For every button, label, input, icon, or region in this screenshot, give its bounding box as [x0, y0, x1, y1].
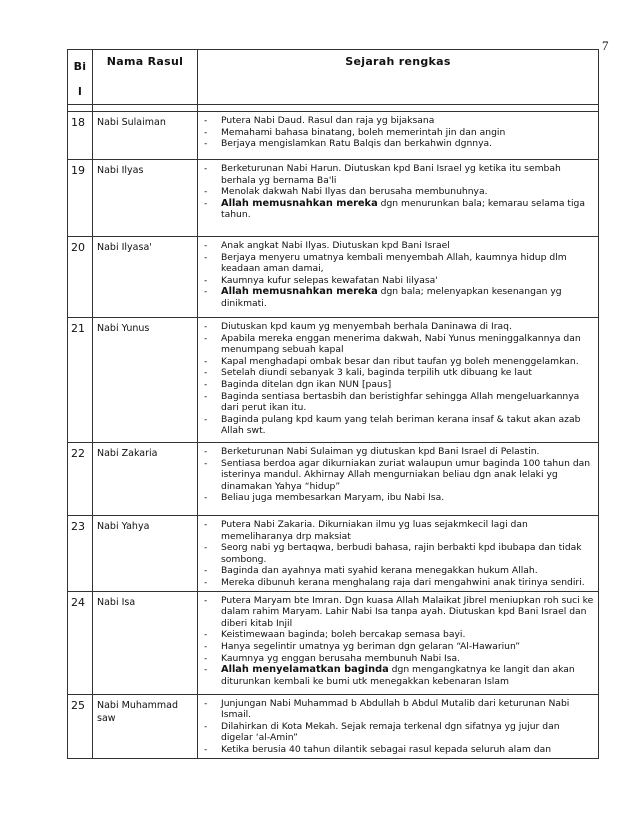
header-spacer-row — [68, 105, 599, 112]
rasul-name: Nabi Muhammad saw — [93, 694, 198, 758]
rasul-name: Nabi Ilyasa' — [93, 237, 198, 318]
history-item — [198, 138, 594, 150]
history-text: Berketurunan Nabi Harun. Diutuskan kpd Bani Israel yg ketika itu sembah berhala yg bernama Ba'li — [221, 163, 561, 186]
history-cell — [198, 318, 599, 443]
history-item — [198, 391, 594, 414]
history-list — [198, 163, 594, 221]
history-text: Setelah diundi sebanyak 3 kali, baginda terpilih utk dibuang ke laut — [221, 367, 532, 379]
history-item — [198, 163, 594, 186]
history-item — [198, 198, 594, 221]
history-text: Putera Nabi Daud. Rasul dan raja yg bijaksana — [221, 115, 435, 126]
history-item — [198, 492, 594, 504]
history-text: Berjaya menyeru umatnya kembali menyembah Allah, kaumnya hidup dlm keadaan aman damai, — [221, 251, 567, 275]
history-text: Baginda pulang kpd kaum yang telah beriman kerana insaf & takut akan azab Allah swt. — [221, 413, 581, 437]
history-item — [198, 127, 594, 139]
history-item — [198, 565, 594, 577]
history-list — [198, 698, 594, 756]
table-row — [68, 112, 599, 160]
rasul-name: Nabi Sulaiman — [93, 112, 198, 160]
rasul-name: Nabi Yahya — [93, 516, 198, 592]
row-number: 22 — [68, 443, 93, 516]
history-list — [198, 595, 594, 688]
row-number: 18 — [68, 112, 93, 160]
row-number: 24 — [68, 591, 93, 694]
history-text: Sentiasa berdoa agar dikurniakan zuriat walaupun umur baginda 100 tahun dan isterinya mandul. Akhirnay Allah mengurniakan beliau dgn anak lelaki yg dinamakan Yahya “hidup” — [221, 457, 591, 492]
history-cell — [198, 237, 599, 318]
history-item — [198, 641, 594, 653]
history-item — [198, 458, 594, 493]
history-text: dgn menurunkan bala; kemarau selama tiga tahun. — [221, 197, 586, 221]
history-item — [198, 698, 594, 721]
header-sejarah-rengkas: Sejarah rengkas — [198, 50, 599, 105]
history-text: Seorg nabi yg bertaqwa, berbudi bahasa, rajin berbakti kpd ibubapa dan tidak sombong. — [221, 542, 582, 565]
history-item — [198, 356, 594, 368]
history-text: Diutuskan kpd kaum yg menyembah berhala Daninawa di Iraq. — [221, 321, 512, 332]
history-item — [198, 333, 594, 356]
history-item — [198, 321, 594, 333]
table-row — [68, 516, 599, 592]
history-item — [198, 653, 594, 665]
history-text: Anak angkat Nabi Ilyas. Diutuskan kpd Bani Israel — [221, 240, 450, 251]
history-text: Junjungan Nabi Muhammad b Abdullah b Abdul Mutalib dari keturunan Nabi Ismail. — [221, 697, 570, 721]
history-text: Baginda ditelan dgn ikan NUN [paus] — [221, 378, 392, 390]
history-list — [198, 115, 594, 150]
history-item — [198, 721, 594, 744]
history-text: Berketurunan Nabi Sulaiman yg diutuskan kpd Bani Israel di Pelastin. — [221, 446, 540, 457]
history-text: Dilahirkan di Kota Mekah. Sejak remaja terkenal dgn sifatnya yg jujur dan digelar ‘al-Amin” — [221, 720, 560, 744]
history-cell — [198, 160, 599, 237]
history-item — [198, 629, 594, 641]
history-text: Ketika berusia 40 tahun dilantik sebagai rasul kepada seluruh alam dan — [221, 743, 552, 755]
history-item — [198, 414, 594, 437]
table-row — [68, 237, 599, 318]
row-number: 21 — [68, 318, 93, 443]
history-text: Berjaya mengislamkan Ratu Balqis dan berkahwin dgnnya. — [221, 138, 493, 150]
header-bil: Bil — [68, 50, 93, 105]
history-item — [198, 367, 594, 379]
history-text: Apabila mereka enggan menerima dakwah, Nabi Yunus meninggalkannya dan menumpang sebuah kapal — [221, 332, 581, 356]
history-cell — [198, 443, 599, 516]
row-number: 23 — [68, 516, 93, 592]
history-list — [198, 240, 594, 310]
history-text: Menolak dakwah Nabi Ilyas dan berusaha membunuhnya. — [221, 186, 488, 198]
history-text: Keistimewaan baginda; boleh bercakap semasa bayi. — [221, 629, 466, 641]
history-text: Hanya segelintir umatnya yg beriman dgn gelaran “Al-Hawariun” — [221, 640, 521, 652]
history-text: Kaumnya yg enggan berusaha membunuh Nabi Isa. — [221, 652, 461, 664]
history-text: dgn bala; melenyapkan kesenangan yg dinikmati. — [221, 286, 562, 309]
history-item — [198, 664, 594, 687]
rasul-name: Nabi Zakaria — [93, 443, 198, 516]
row-number: 19 — [68, 160, 93, 237]
history-text: Memahami bahasa binatang, boleh memerintah jin dan angin — [221, 126, 506, 138]
history-cell — [198, 516, 599, 592]
history-list — [198, 519, 594, 589]
history-item — [198, 744, 594, 756]
history-item — [198, 186, 594, 198]
history-item — [198, 542, 594, 565]
history-item — [198, 577, 594, 589]
history-item — [198, 252, 594, 275]
history-item — [198, 115, 594, 127]
history-text: dgn mengangkatnya ke langit dan akan diturunkan kembali ke bumi utk menegakkan kebenaran Islam — [221, 664, 575, 687]
history-item — [198, 240, 594, 252]
row-number: 20 — [68, 237, 93, 318]
history-list — [198, 446, 594, 504]
history-cell — [198, 694, 599, 758]
table-row — [68, 318, 599, 443]
table-row — [68, 443, 599, 516]
rasul-name: Nabi Ilyas — [93, 160, 198, 237]
rasul-name: Nabi Yunus — [93, 318, 198, 443]
history-text: Beliau juga membesarkan Maryam, ibu Nabi Isa. — [221, 492, 445, 504]
table-row — [68, 160, 599, 237]
page-number: 7 — [602, 38, 609, 53]
table-row — [68, 694, 599, 758]
prophets-table — [67, 49, 599, 759]
history-item — [198, 379, 594, 391]
history-cell — [198, 591, 599, 694]
history-item — [198, 595, 594, 630]
history-item — [198, 519, 594, 542]
rasul-name: Nabi Isa — [93, 591, 198, 694]
history-list — [198, 321, 594, 437]
table-row — [68, 591, 599, 694]
history-text: Kapal menghadapi ombak besar dan ribut taufan yg boleh menenggelamkan. — [221, 355, 579, 367]
history-text: Mereka dibunuh kerana menghalang raja dari mengahwini anak tirinya sendiri. — [221, 576, 585, 588]
emphasis-text: Allah memusnahkan mereka — [221, 286, 378, 298]
history-text: Kaumnya kufur selepas kewafatan Nabi Iilyasa' — [221, 274, 438, 286]
history-item — [198, 286, 594, 309]
history-text: Putera Nabi Zakaria. Dikurniakan ilmu yg luas sejakmkecil lagi dan memeliharanya drp maksiat — [221, 519, 528, 542]
history-text: Baginda dan ayahnya mati syahid kerana menegakkan hukum Allah. — [221, 565, 538, 577]
header-nama-rasul: Nama Rasul — [93, 50, 198, 105]
table-header-row — [68, 50, 599, 105]
history-cell — [198, 112, 599, 160]
history-item — [198, 275, 594, 287]
history-text: Baginda sentiasa bertasbih dan beristighfar sehingga Allah mengeluarkannya dari perut ikan itu. — [221, 390, 580, 414]
emphasis-text: Allah menyelamatkan baginda — [221, 664, 389, 676]
history-text: Putera Maryam bte Imran. Dgn kuasa Allah Malaikat Jibrel meniupkan roh suci ke dalam rahim Maryam. Lahir Nabi Isa tanpa ayah. Diutuskan kpd Bani Israel dan diberi kitab Injil — [221, 594, 594, 629]
emphasis-text: Allah memusnahkan mereka — [221, 197, 378, 209]
row-number: 25 — [68, 694, 93, 758]
history-item — [198, 446, 594, 458]
